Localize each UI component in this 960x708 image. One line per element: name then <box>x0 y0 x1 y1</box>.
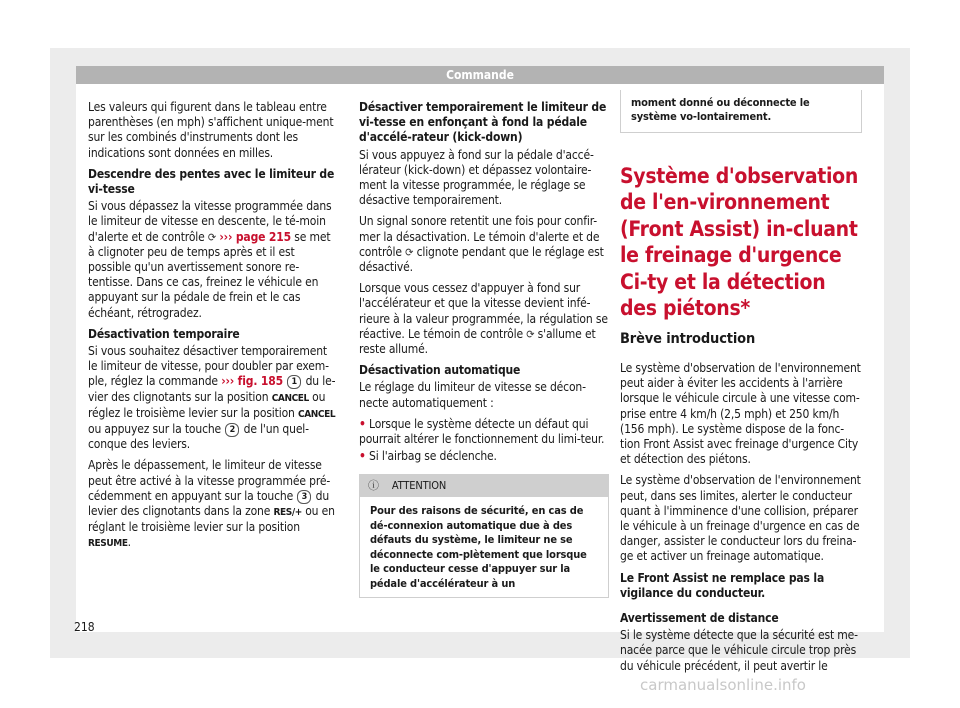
paragraph-depassement: Après le dépassement, le limiteur de vitesse peut être activé à la vitesse programmée pré-cédemment en appuyant sur la touche 3 du levier des clignotants dans la zone RES/+ ou en réglant le troisième levier sur la position RESUME. <box>88 458 335 550</box>
heading-descente: Descendre des pentes avec le limiteur de vi-tesse <box>88 166 335 197</box>
paragraph-intro: Le système d'observation de l'environnement peut aider à éviter les accidents à l'arrière lorsque le véhicule circule à une vitesse com-prise entre 4 km/h (2,5 mph) et 250 km/h (156 mph). Le système dispose de la fonc-tion Front Assist avec freinage d'urgence City et détection des piétons. <box>620 361 861 467</box>
section-title: Système d'observation de l'en-vironnement (Front Assist) in-cluant le freinage d'urgence Ci-ty et la détection des piétons* <box>620 163 858 321</box>
heading-distance: Avertissement de distance <box>620 611 779 626</box>
paragraph-descente: Si vous dépassez la vitesse programmée dans le limiteur de vitesse en descente, le té-moin d'alerte et de contrôle ⟳ ››› page 215 se met à clignoter peu de temps après et il est possible qu'un avertissement sonore re-tentisse. Dans ce cas, freinez le véhicule en appuyant sur la pédale de frein et le cas échéant, rétrogradez. <box>88 199 332 320</box>
speed-limiter-icon: ⟳ <box>526 327 535 341</box>
heading-auto-desactivation: Désactivation automatique <box>359 363 521 378</box>
speed-limiter-icon: ⟳ <box>207 230 217 244</box>
cancel-label-2: CANCEL <box>298 408 336 420</box>
paragraph-auto: Le réglage du limiteur de vitesse se décon-necte automatiquement : <box>359 380 586 410</box>
cancel-label: CANCEL <box>271 392 309 404</box>
watermark: carmanualsonline.info <box>640 676 806 694</box>
res-plus-label: RES/+ <box>273 507 302 519</box>
manual-page <box>76 66 884 673</box>
page-header: Commande <box>76 66 884 84</box>
warning-icon: ⓘ <box>368 479 379 493</box>
page-reference-link[interactable]: ››› page 215 <box>219 229 292 244</box>
paragraph-kickdown: Si vous appuyez à fond sur la pédale d'accé-lérateur (kick-down) et dépassez volontaire-ment la vitesse programmée, le réglage se désactive temporairement. <box>359 147 594 208</box>
subheading: Brève introduction <box>620 330 756 347</box>
bullet-item: • Lorsque le système détecte un défaut qui pourrait altérer le fonctionnement du limi-teur. <box>359 416 605 447</box>
paragraph-units: Les valeurs qui figurent dans le tableau entre parenthèses (en mph) s'affichent unique-ment sur les combinés d'instruments dont les indications sont données en milles. <box>88 100 334 160</box>
speed-limiter-icon: ⟳ <box>405 245 414 259</box>
bullet-item: • Si l'airbag se déclenche. <box>359 449 497 464</box>
paragraph-limits: Le système d'observation de l'environnement peut, dans ses limites, alerter le conducteur quant à l'imminence d'une collision, préparer le véhicule à un freinage d'urgence en cas de danger, assister le conducteur lors du freina-ge et activer un freinage automatique. <box>620 473 861 564</box>
figure-reference-link[interactable]: ››› fig. 185 <box>221 374 283 389</box>
page-number: 218 <box>74 620 95 634</box>
column-3 <box>620 96 862 680</box>
callout-1: 1 <box>287 375 301 389</box>
heading-desactivation: Désactivation temporaire <box>88 326 240 341</box>
paragraph-vigilance: Le Front Assist ne remplace pas la vigilance du conducteur. <box>620 570 825 600</box>
heading-kickdown: Désactiver temporairement le limiteur de vi-tesse en enfonçant à fond la pédale d'accélé-rateur (kick-down) <box>359 100 607 145</box>
attention-box <box>359 474 609 597</box>
attention-continued: moment donné ou déconnecte le système vo-lontairement. <box>620 90 862 133</box>
callout-3: 3 <box>297 490 311 504</box>
paragraph-signal: Un signal sonore retentit une fois pour confir-mer la désactivation. Le témoin d'alerte et de contrôle ⟳ clignote pendant que le réglage est désactivé. <box>359 214 604 275</box>
paragraph-desactivation: Si vous souhaitez désactiver temporairement le limiteur de vitesse, pour doubler par exem-ple, réglez la commande ››› fig. 185 1 du le-vier des clignotants sur la position CANCEL ou réglez le troisième levier sur la position CANCEL ou appuyez sur la touche 2 de l'un quel-conque des leviers. <box>88 344 336 452</box>
paragraph-distance: Si le système détecte que la sécurité est me-nacée parce que le véhicule circule trop près du véhicule précédent, il peut avertir le <box>620 628 858 673</box>
attention-body: Pour des raisons de sécurité, en cas de dé-connexion automatique due à des défauts du système, le limiteur ne se déconnecte com-plètement que lorsque le conducteur cesse d'appuyer sur la pédale d'accélérateur à un <box>370 504 587 590</box>
bullet-icon: • <box>359 449 366 464</box>
attention-header: ⓘ ATTENTION <box>360 475 608 497</box>
bullet-icon: • <box>359 416 366 431</box>
resume-label: RESUME <box>88 538 128 550</box>
column-1 <box>88 100 338 558</box>
paragraph-reactivation: Lorsque vous cessez d'appuyer à fond sur l'accélérateur et que la vitesse devient infé-rieure à la valeur programmée, la régulation se réactive. Le témoin de contrôle ⟳ s'allume et reste allumé. <box>359 281 608 357</box>
column-2 <box>359 100 609 598</box>
callout-2: 2 <box>225 423 239 437</box>
